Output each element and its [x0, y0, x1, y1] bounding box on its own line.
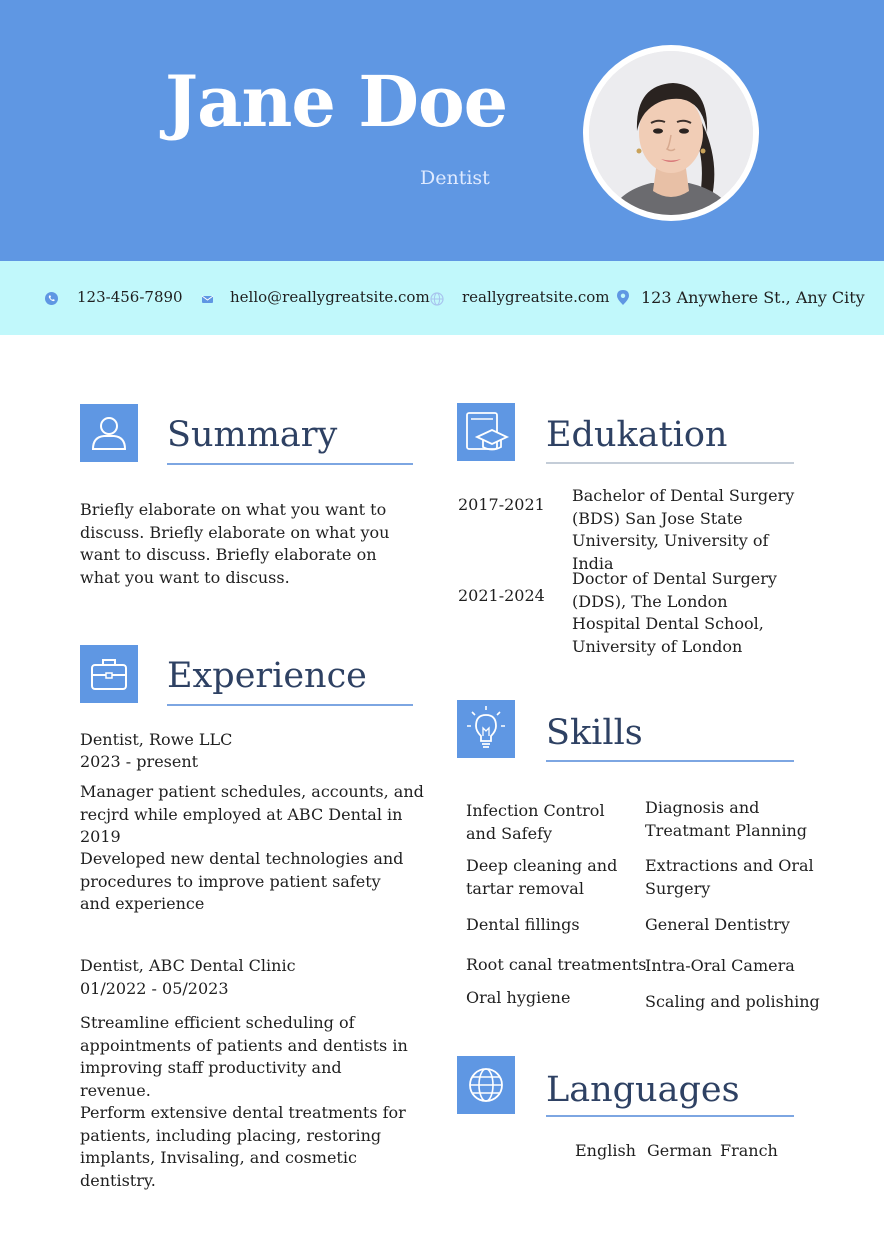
job-description: Streamline efficient scheduling of appointments of patients and dentists in improving staff productivity and revenue.: [80, 1013, 408, 1100]
person-icon: [80, 404, 138, 462]
address-text: 123 Anywhere St., Any City: [641, 288, 865, 307]
mail-icon: [201, 293, 214, 306]
language-item: German: [647, 1141, 712, 1160]
summary-title: Summary: [167, 415, 338, 455]
education-degree: Doctor of Dental Surgery (DDS), The London Hospital Dental School, University of London: [572, 569, 777, 656]
skill-item: Intra-Oral Camera: [645, 956, 795, 975]
skill-item: Root canal treatments: [466, 955, 647, 974]
briefcase-icon: [80, 645, 138, 703]
skill-item: Deep cleaning and tartar removal: [466, 856, 618, 898]
job-dates: 01/2022 - 05/2023: [80, 979, 229, 998]
candidate-name: Jane Doe: [165, 60, 508, 143]
experience-title: Experience: [167, 656, 367, 696]
job-description: Developed new dental technologies and procedures to improve patient safety and experience: [80, 849, 404, 913]
education-title: Edukation: [546, 415, 728, 455]
graduation-cap-icon: [457, 403, 515, 461]
skills-title: Skills: [546, 713, 643, 753]
language-item: English: [575, 1141, 636, 1160]
skill-item: Oral hygiene: [466, 988, 571, 1007]
summary-divider: [167, 463, 413, 465]
skill-item: General Dentistry: [645, 915, 790, 934]
language-item: Franch: [720, 1141, 778, 1160]
location-pin-icon: [617, 290, 629, 305]
profile-photo: [583, 45, 759, 221]
experience-divider: [167, 704, 413, 706]
education-years: 2017-2021: [458, 495, 545, 514]
skill-item: Dental fillings: [466, 915, 580, 934]
education-years: 2021-2024: [458, 586, 545, 605]
candidate-role: Dentist: [420, 167, 490, 189]
languages-icon-box: [457, 1056, 515, 1114]
skills-divider: [546, 760, 794, 762]
job-description: Perform extensive dental treatments for patients, including placing, restoring implants, Invisaling, and cosmetic dentistry.: [80, 1103, 406, 1190]
job-dates: 2023 - present: [80, 752, 199, 771]
languages-divider: [546, 1115, 794, 1117]
job-company: Dentist, ABC Dental Clinic: [80, 956, 296, 975]
summary-text: Briefly elaborate on what you want to discuss. Briefly elaborate on what you want to discuss. Briefly elaborate on what you want to discuss.: [80, 500, 390, 587]
contact-website[interactable]: [430, 288, 610, 308]
skill-item: Extractions and Oral Surgery: [645, 856, 814, 898]
skill-item: Infection Control and Safefy: [466, 801, 605, 843]
job-company: Dentist, Rowe LLC: [80, 730, 233, 749]
experience-icon-box: [80, 645, 138, 703]
skills-icon-box: [457, 700, 515, 758]
languages-title: Languages: [546, 1070, 740, 1110]
phone-icon: [45, 292, 58, 305]
contact-phone[interactable]: [45, 288, 185, 308]
website-text: reallygreatsite.com: [462, 288, 610, 306]
globe-icon: [457, 1056, 515, 1114]
job-description: Manager patient schedules, accounts, and recjrd while employed at ABC Dental in 2019: [80, 782, 424, 846]
lightbulb-icon: [457, 700, 515, 758]
skill-item: Diagnosis and Treatmant Planning: [645, 798, 807, 840]
education-divider: [546, 462, 794, 464]
skill-item: Scaling and polishing: [645, 992, 820, 1011]
education-degree: Bachelor of Dental Surgery (BDS) San Jose State University, University of India: [572, 486, 795, 573]
phone-text: 123-456-7890: [77, 288, 183, 306]
contact-email[interactable]: [201, 288, 430, 308]
email-text: hello@reallygreatsite.com: [230, 288, 430, 306]
web-globe-icon: [430, 292, 444, 306]
summary-icon-box: [80, 404, 138, 462]
contact-address[interactable]: [617, 288, 865, 308]
education-icon-box: [457, 403, 515, 461]
